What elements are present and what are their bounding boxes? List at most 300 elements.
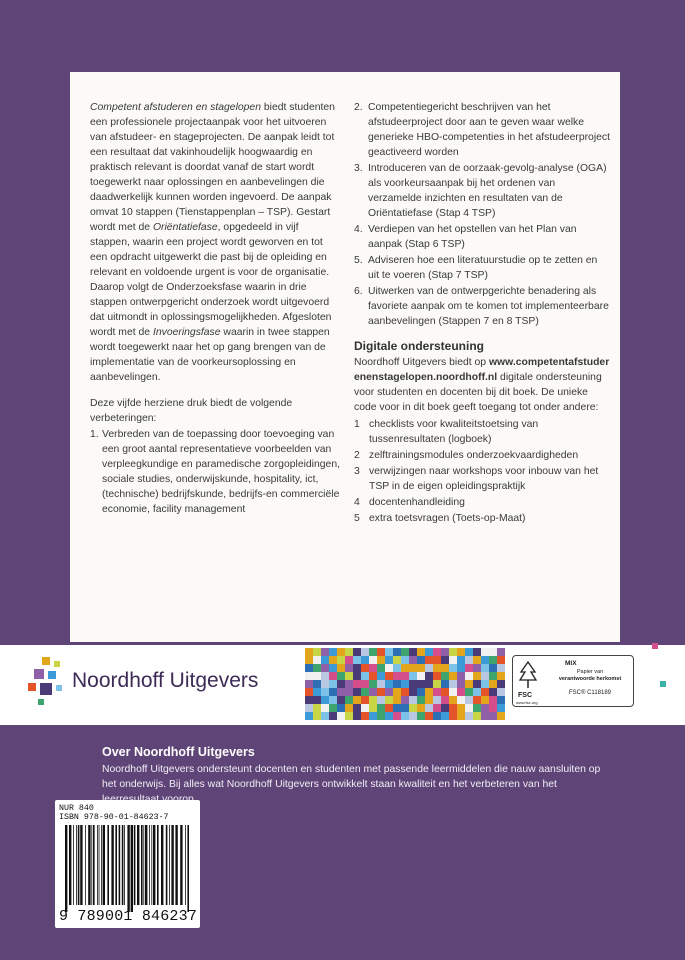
mosaic-tile (361, 696, 369, 704)
mosaic-tile (401, 656, 409, 664)
mosaic-tile (449, 712, 457, 720)
barcode-bar (78, 825, 80, 905)
mosaic-tile (409, 696, 417, 704)
list-item (354, 511, 610, 526)
mosaic-tile (361, 680, 369, 688)
list-item (354, 284, 610, 329)
mosaic-tile (449, 648, 457, 656)
mosaic-tile (345, 704, 353, 712)
mosaic-tile (449, 656, 457, 664)
barcode-bar (65, 825, 67, 912)
mosaic-tile (409, 712, 417, 720)
mosaic-tile (313, 664, 321, 672)
mosaic-tile (417, 688, 425, 696)
mosaic-tile (361, 712, 369, 720)
mosaic-tile (385, 648, 393, 656)
barcode-bar (134, 825, 136, 905)
left-column (90, 100, 340, 518)
mosaic-tile (409, 688, 417, 696)
mosaic-tile (433, 696, 441, 704)
mosaic-tile (441, 680, 449, 688)
list-item (354, 222, 610, 252)
mosaic-tile (457, 672, 465, 680)
item-text: extra toetsvragen (Toets-op-Maat) (369, 513, 526, 524)
mosaic-tile (457, 664, 465, 672)
improvements-list (90, 427, 340, 517)
mosaic-tile (489, 688, 497, 696)
mosaic-tile (377, 704, 385, 712)
mosaic-tile (409, 656, 417, 664)
barcode-bar (85, 825, 86, 905)
item-text: checklists voor kwaliteitstoetsing van tussenresultaten (logboek) (369, 419, 539, 445)
mosaic-tile (449, 688, 457, 696)
mosaic-tile (321, 696, 329, 704)
about-text: Noordhoff Uitgevers ondersteunt docenten en studenten met passende leermiddelen die nauw aansluiten op het onderwijs. Bij alles wat Noordhoff Uitgevers ontwikkelt staan kwaliteit en het verbeteren van het (102, 764, 601, 790)
mosaic-tile (417, 672, 425, 680)
list-item (354, 100, 610, 160)
barcode-bar (175, 825, 177, 905)
mosaic-tile (417, 696, 425, 704)
list-item (354, 161, 610, 221)
barcode-bar (73, 825, 74, 905)
mosaic-tile (441, 704, 449, 712)
barcode-bar (69, 825, 71, 905)
mosaic-tile (497, 712, 505, 720)
mosaic-tile (497, 704, 505, 712)
list-item (354, 495, 610, 510)
mosaic-tile (329, 656, 337, 664)
mosaic-tile (345, 688, 353, 696)
item-number: 3 (354, 466, 360, 477)
mosaic-tile (441, 672, 449, 680)
mosaic-tile (337, 712, 345, 720)
barcode-bar (149, 825, 150, 905)
mosaic-tile (353, 688, 361, 696)
mosaic-tile (433, 664, 441, 672)
mosaic-tile (441, 664, 449, 672)
mosaic-tile (313, 712, 321, 720)
mosaic-tile (433, 688, 441, 696)
mosaic-tile (353, 672, 361, 680)
mosaic-tile (393, 696, 401, 704)
mosaic-tile (321, 680, 329, 688)
mosaic-tile (417, 664, 425, 672)
mosaic-tile (393, 664, 401, 672)
list-item (354, 464, 610, 494)
mosaic-tile (313, 648, 321, 656)
barcode-bar (187, 825, 189, 912)
mosaic-tile (377, 696, 385, 704)
barcode-bar (157, 825, 159, 905)
mosaic-tile (337, 648, 345, 656)
barcode-bar (99, 825, 100, 905)
mosaic-tile (369, 656, 377, 664)
barcode-bar (131, 825, 133, 912)
barcode-bar (122, 825, 124, 905)
digital-post: digitale ondersteuning voor studenten en docenten bij dit boek. De unieke code voor in dit boek geeft toegang tot onder andere: (354, 372, 602, 413)
mosaic-tile (409, 704, 417, 712)
mosaic-tile (481, 696, 489, 704)
intro-text: biedt studenten een professionele projectaanpak voor het uitvoeren van afstudeer- en stageprojecten. De aanpak leidt tot een resultaat dat vakinhoudelijk hoogwaardig en praktisch relevant is doordat vanaf de start wordt toegewerkt naar oplossingen en aanbevelingen die daadwerkelijk kunnen worden ingevoerd. De aanpak omvat 10 stappen (Tienstappenplan – TSP). Gestart wordt met de (90, 102, 335, 233)
mosaic-tile (425, 680, 433, 688)
mosaic-tile (417, 648, 425, 656)
mosaic-tile (321, 656, 329, 664)
barcode-bar (80, 825, 82, 905)
mosaic-tile (369, 704, 377, 712)
mosaic-tile (369, 688, 377, 696)
mosaic-tile (449, 672, 457, 680)
barcode-bar (153, 825, 155, 905)
improvements-intro: Deze vijfde herziene druk biedt de volgende verbeteringen: (90, 398, 293, 424)
mosaic-tile (497, 664, 505, 672)
mosaic-tile (393, 656, 401, 664)
item-text: docentenhandleiding (369, 497, 465, 508)
digital-url: www.competentafstuderenenstagelopen.noordhoff.nl (354, 357, 610, 383)
improvements-list-continued (354, 100, 610, 329)
mosaic-tile (361, 688, 369, 696)
mosaic-tile (465, 672, 473, 680)
mosaic-tile (489, 704, 497, 712)
item-number: 2. (354, 102, 363, 113)
mosaic-tile (425, 648, 433, 656)
mosaic-tile (337, 664, 345, 672)
mosaic-tile (457, 656, 465, 664)
mosaic-tile (425, 712, 433, 720)
mosaic-tile (473, 648, 481, 656)
mosaic-tile (401, 648, 409, 656)
mosaic-tile (385, 672, 393, 680)
mosaic-tile (377, 648, 385, 656)
mosaic-tile (377, 688, 385, 696)
fsc-code: FSC® C118189 (569, 690, 611, 696)
item-number: 1. (90, 429, 99, 440)
mosaic-tile (321, 688, 329, 696)
mosaic-tile (313, 680, 321, 688)
item-text: zelftrainingsmodules onderzoekvaardigheden (369, 450, 579, 461)
mosaic-tile (473, 712, 481, 720)
mosaic-tile (473, 656, 481, 664)
mosaic-tile (377, 656, 385, 664)
mosaic-tile (329, 696, 337, 704)
barcode-bar (180, 825, 182, 905)
mosaic-tile (425, 664, 433, 672)
mosaic-tile (401, 680, 409, 688)
mosaic-tile (393, 648, 401, 656)
mosaic-tile (345, 664, 353, 672)
mosaic-tile (441, 656, 449, 664)
mosaic-tile (465, 648, 473, 656)
barcode-label (55, 800, 200, 928)
fsc-paper-text (553, 669, 627, 683)
mosaic-tile (465, 656, 473, 664)
item-text: Introduceren van de oorzaak-gevolg-analyse (OGA) als voorkeursaanpak bij het ordenen van verzamelde inzichten en resultaten van de Oriëntatiefase (Stap 4 TSP) (368, 163, 607, 219)
barcode-icon (65, 825, 193, 912)
mosaic-tile (425, 656, 433, 664)
mosaic-tile (449, 696, 457, 704)
barcode-bar (88, 825, 90, 905)
mosaic-tile (329, 688, 337, 696)
mosaic-tile (353, 664, 361, 672)
barcode-bar (91, 825, 92, 905)
mosaic-tile (433, 672, 441, 680)
barcode-bar (97, 825, 98, 905)
back-cover-text-panel (70, 72, 620, 642)
barcode-bar (119, 825, 121, 905)
mosaic-tile (345, 656, 353, 664)
mosaic-tile (313, 656, 321, 664)
mosaic-tile (401, 712, 409, 720)
barcode-bar (124, 825, 125, 905)
mosaic-tile (401, 704, 409, 712)
mosaic-tile (393, 712, 401, 720)
mosaic-tile (369, 696, 377, 704)
mosaic-tile (489, 656, 497, 664)
mosaic-tile (489, 680, 497, 688)
mosaic-tile (337, 656, 345, 664)
right-column (354, 100, 610, 527)
mosaic-tile (305, 648, 313, 656)
mosaic-tile (473, 680, 481, 688)
mosaic-tile (329, 704, 337, 712)
mosaic-tile (497, 688, 505, 696)
mosaic-tile (385, 688, 393, 696)
mosaic-tile (305, 712, 313, 720)
mosaic-tile (369, 648, 377, 656)
mosaic-tile (385, 712, 393, 720)
mosaic-tile (313, 672, 321, 680)
mosaic-tile (473, 664, 481, 672)
mosaic-tile (321, 672, 329, 680)
mosaic-tile (353, 680, 361, 688)
mosaic-tile (345, 672, 353, 680)
intro-text-mid: , opgedeeld in vijf stappen, waarin een project wordt geworven en tot een opdracht uitgewerkt die past bij de opleiding en relevant en voldoende urgent is voor de organisatie. Daarop volgt de Onderzoeksfase waarin in drie stappen ontwerpgericht onderzoek wordt uitgevoerd dat uitmondt in oplossingsmogelijkheden. Afgesloten wordt met de (90, 222, 332, 338)
mosaic-tile (457, 704, 465, 712)
mosaic-tile (417, 656, 425, 664)
mosaic-tile (361, 672, 369, 680)
item-number: 1 (354, 419, 360, 430)
item-text: Uitwerken van de ontwerpgerichte benadering als favoriete aanpak om te komen tot implementeerbare aanbevelingen (Stappen 7 en 8 TSP) (368, 286, 609, 327)
mosaic-tile (481, 656, 489, 664)
barcode-bar (171, 825, 173, 905)
mosaic-tile (449, 664, 457, 672)
mosaic-tile (337, 680, 345, 688)
barcode-bar (115, 825, 117, 905)
mosaic-tile (425, 696, 433, 704)
mosaic-tile (385, 704, 393, 712)
invoeringsfase-term: Invoeringsfase (152, 327, 221, 338)
barcode-bar (93, 825, 95, 905)
item-number: 5 (354, 513, 360, 524)
mosaic-tile (425, 704, 433, 712)
mosaic-tile (457, 712, 465, 720)
orientatiefase-term: Oriëntatiefase (152, 222, 218, 233)
mosaic-tile (425, 672, 433, 680)
mosaic-tile (401, 688, 409, 696)
corner-square-pink (652, 643, 658, 649)
mosaic-tile (489, 648, 497, 656)
mosaic-tile (353, 712, 361, 720)
item-number: 2 (354, 450, 360, 461)
mosaic-tile (433, 712, 441, 720)
mosaic-tile (369, 712, 377, 720)
mosaic-tile (473, 696, 481, 704)
fsc-word: FSC (518, 692, 532, 699)
mosaic-tile (377, 680, 385, 688)
mosaic-tile (457, 680, 465, 688)
barcode-bar (151, 825, 152, 905)
mosaic-tile (321, 712, 329, 720)
mosaic-tile (385, 664, 393, 672)
barcode-bar (143, 825, 144, 905)
mosaic-tile (329, 672, 337, 680)
mosaic-tile (465, 664, 473, 672)
mosaic-tile (465, 696, 473, 704)
fsc-paper-line2: verantwoorde herkomst (558, 676, 622, 682)
item-text: Verdiepen van het opstellen van het Plan van aanpak (Stap 6 TSP) (368, 224, 577, 250)
mosaic-tile (377, 712, 385, 720)
publisher-name: Noordhoff Uitgevers (72, 669, 259, 692)
mosaic-tile (473, 704, 481, 712)
mosaic-tile (401, 664, 409, 672)
mosaic-tile (345, 696, 353, 704)
mosaic-tile (441, 648, 449, 656)
mosaic-tile (433, 704, 441, 712)
barcode-number: 9 789001 846237 (59, 908, 198, 925)
mosaic-tile (321, 648, 329, 656)
mosaic-tile (393, 672, 401, 680)
mosaic-tile (489, 672, 497, 680)
mosaic-tile (457, 696, 465, 704)
pixel-mosaic-decoration (305, 648, 505, 720)
mosaic-tile (465, 688, 473, 696)
barcode-bar (145, 825, 147, 905)
intro-text-end: waarin in twee stappen wordt toegewerkt naar het op gang brengen van de implementatie van de voorkeursoplossing en aanbevelingen. (90, 327, 330, 383)
mosaic-tile (337, 696, 345, 704)
digital-support-heading: Digitale ondersteuning (354, 339, 485, 353)
mosaic-tile (433, 656, 441, 664)
mosaic-tile (305, 656, 313, 664)
mosaic-tile (449, 680, 457, 688)
mosaic-tile (449, 704, 457, 712)
mosaic-tile (353, 656, 361, 664)
mosaic-tile (353, 696, 361, 704)
barcode-bar (111, 825, 113, 905)
mosaic-tile (377, 664, 385, 672)
mosaic-tile (409, 672, 417, 680)
mosaic-tile (385, 656, 393, 664)
fsc-mix-label (512, 655, 634, 707)
mosaic-tile (385, 696, 393, 704)
mosaic-tile (457, 688, 465, 696)
mosaic-tile (417, 704, 425, 712)
mosaic-tile (321, 664, 329, 672)
barcode-bar (141, 825, 143, 905)
mosaic-tile (401, 672, 409, 680)
list-item (354, 417, 610, 447)
barcode-bar (169, 825, 170, 905)
mosaic-tile (409, 664, 417, 672)
publisher-band (0, 645, 685, 725)
mosaic-tile (481, 648, 489, 656)
mosaic-tile (473, 688, 481, 696)
mosaic-tile (425, 688, 433, 696)
mosaic-tile (353, 648, 361, 656)
mosaic-tile (433, 680, 441, 688)
mosaic-tile (313, 688, 321, 696)
about-publisher (102, 745, 602, 807)
mosaic-tile (417, 680, 425, 688)
list-item (354, 448, 610, 463)
mosaic-tile (409, 648, 417, 656)
mosaic-tile (457, 648, 465, 656)
mosaic-tile (329, 680, 337, 688)
mosaic-tile (369, 664, 377, 672)
digital-support-list (354, 417, 610, 526)
mosaic-tile (361, 704, 369, 712)
mosaic-tile (321, 704, 329, 712)
mosaic-tile (481, 672, 489, 680)
item-text: Adviseren hoe een literatuurstudie op te zetten en uit te voeren (Stap 7 TSP) (368, 255, 598, 281)
mosaic-tile (305, 704, 313, 712)
mosaic-tile (393, 688, 401, 696)
mosaic-tile (465, 704, 473, 712)
mosaic-tile (481, 664, 489, 672)
mosaic-tile (417, 712, 425, 720)
mosaic-tile (361, 656, 369, 664)
barcode-bar (103, 825, 105, 905)
barcode-bar (166, 825, 168, 905)
mosaic-tile (329, 712, 337, 720)
mosaic-tile (489, 712, 497, 720)
mosaic-tile (497, 680, 505, 688)
mosaic-tile (441, 712, 449, 720)
mosaic-tile (305, 664, 313, 672)
item-number: 6. (354, 286, 363, 297)
mosaic-tile (329, 664, 337, 672)
mosaic-tile (337, 688, 345, 696)
mosaic-tile (385, 680, 393, 688)
book-title: Competent afstuderen en stagelopen (90, 102, 261, 113)
mosaic-tile (489, 664, 497, 672)
mosaic-tile (353, 704, 361, 712)
about-heading: Over Noordhoff Uitgevers (102, 745, 255, 759)
item-text: verwijzingen naar workshops voor inbouw van het TSP in de eigen opleidingspraktijk (369, 466, 599, 492)
mosaic-tile (497, 648, 505, 656)
mosaic-tile (393, 704, 401, 712)
mosaic-tile (305, 680, 313, 688)
mosaic-tile (497, 696, 505, 704)
item-number: 4 (354, 497, 360, 508)
mosaic-tile (481, 712, 489, 720)
mosaic-tile (345, 648, 353, 656)
mosaic-tile (401, 696, 409, 704)
mosaic-tile (305, 672, 313, 680)
noordhoff-logo-icon (28, 657, 68, 707)
corner-square-teal (660, 681, 666, 687)
mosaic-tile (345, 680, 353, 688)
mosaic-tile (465, 712, 473, 720)
mosaic-tile (497, 656, 505, 664)
mosaic-tile (489, 696, 497, 704)
mosaic-tile (497, 672, 505, 680)
barcode-bar (76, 825, 77, 905)
mosaic-tile (473, 672, 481, 680)
list-item (354, 253, 610, 283)
item-number: 5. (354, 255, 363, 266)
mosaic-tile (337, 672, 345, 680)
mosaic-tile (433, 648, 441, 656)
isbn-code: ISBN 978-90-01-84623-7 (59, 813, 169, 822)
